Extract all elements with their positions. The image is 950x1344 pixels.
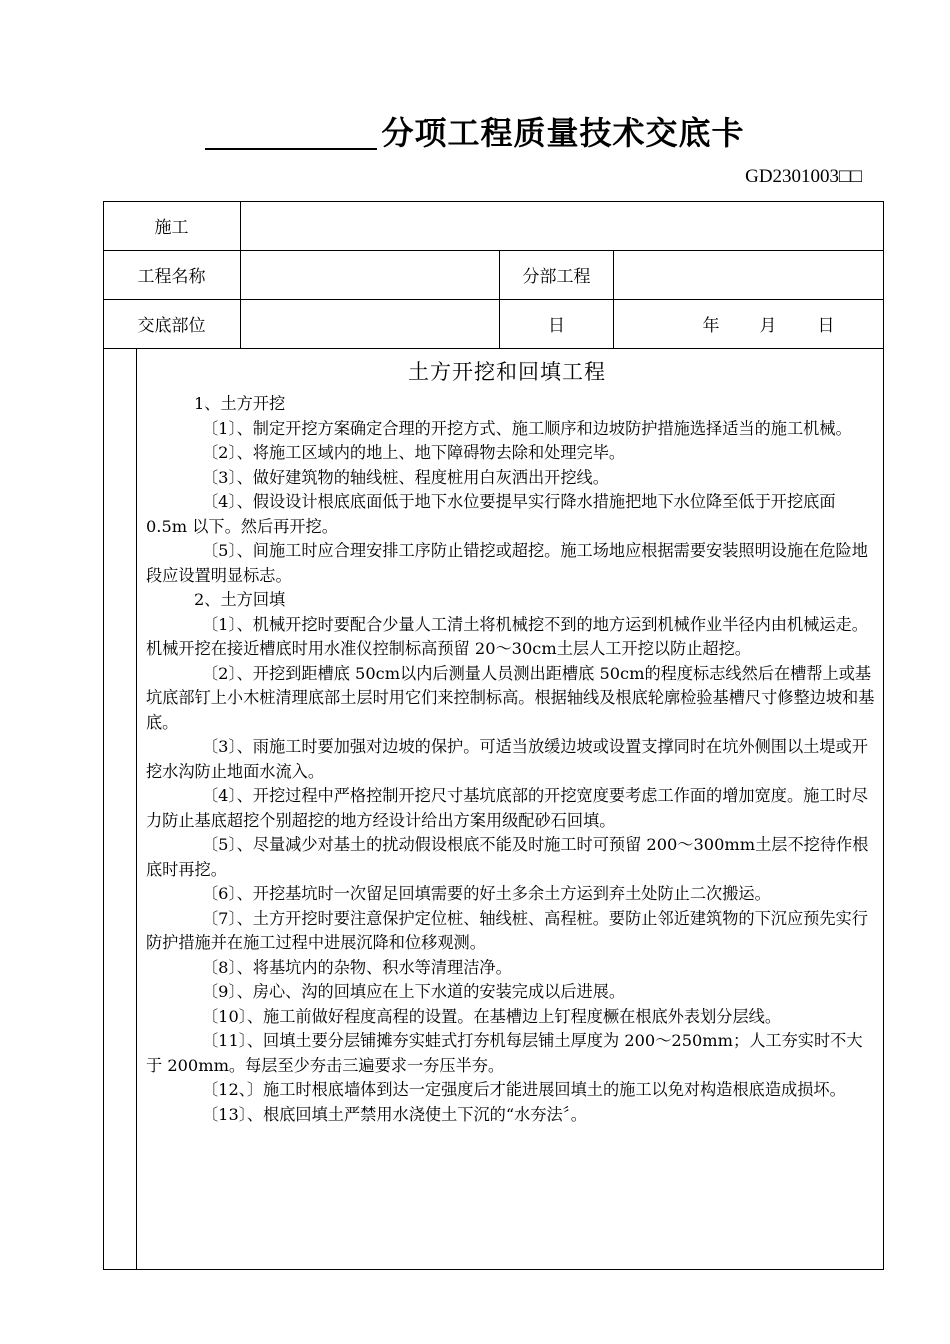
label-construction: 施工 xyxy=(154,218,189,238)
date-day-label: 日 xyxy=(817,316,835,336)
section-heading: 2、土方回填 xyxy=(194,590,286,609)
content-paragraph: 〔6〕、开挖基坑时一次留足回填需要的好土多余土方运到弃土处防止二次搬运。 xyxy=(202,884,771,903)
title-blank-line xyxy=(205,118,377,150)
page-title xyxy=(0,108,950,154)
project-name-field[interactable] xyxy=(241,250,499,299)
body-margin-line xyxy=(136,348,137,1270)
construction-value-field[interactable] xyxy=(241,201,884,250)
content-paragraph: 〔2〕、开挖到距槽底 50cm以内后测量人员测出距槽底 50cm的程度标志线然后在槽帮上或基坑底部钉上小木桩清理底部土层时用它们来控制标高。根据轴线及根底轮廓检验基槽尺寸修整边坡和基底。 xyxy=(146,663,875,732)
content-paragraph: 〔5〕、间施工时应合理安排工序防止错挖或超挖。施工场地应根据需要安装照明设施在危险地段应设置明显标志。 xyxy=(146,541,868,585)
briefing-content xyxy=(146,356,876,1127)
sub-project-field[interactable] xyxy=(614,250,884,299)
content-paragraph: 〔2〕、将施工区域内的地上、地下障碍物去除和处理完毕。 xyxy=(202,443,626,462)
label-sub-project: 分部工程 xyxy=(522,267,591,287)
content-paragraph: 〔7〕、土方开挖时要注意保护定位桩、轴线桩、高程桩。要防止邻近建筑物的下沉应预先实行防护措施并在施工过程中进展沉降和位移观测。 xyxy=(146,908,868,952)
title-text: 分项工程质量技术交底卡 xyxy=(381,114,745,152)
content-paragraph: 〔9〕、房心、沟的回填应在上下水道的安装完成以后进展。 xyxy=(202,982,626,1001)
content-paragraph: 〔13〕、根底回填土严禁用水浇使土下沉的“水夯法〞。 xyxy=(202,1104,587,1124)
content-paragraph: 〔11〕、回填土要分层铺摊夯实蛙式打夯机每层铺土厚度为 200～250mm；人工夯实时不大于 200mm。每层至少夯击三遍要求一夯压半夯。 xyxy=(146,1031,863,1075)
content-paragraph: 〔3〕、雨施工时要加强对边坡的保护。可适当放缓边坡或设置支撑同时在坑外侧围以土堤或开挖水沟防止地面水流入。 xyxy=(146,737,868,781)
content-paragraph: 〔10〕、施工前做好程度高程的设置。在基槽边上钉程度橛在根底外表划分层线。 xyxy=(202,1006,782,1026)
date-year-label: 年 xyxy=(702,316,720,336)
content-paragraph: 〔3〕、做好建筑物的轴线桩、程度桩用白灰洒出开挖线。 xyxy=(202,467,609,487)
label-briefing-location: 交底部位 xyxy=(137,316,206,336)
content-paragraph: 〔4〕、假设设计根底底面低于地下水位要提早实行降水措施把地下水位降至低于开挖底面 0.5m 以下。然后再开挖。 xyxy=(146,492,836,536)
paragraph-list xyxy=(146,392,876,1127)
content-paragraph: 〔4〕、开挖过程中严格控制开挖尺寸基坑底部的开挖宽度要考虑工作面的增加宽度。施工时尽力防止基底超挖个别超挖的地方经设计给出方案用级配砂石回填。 xyxy=(146,786,868,830)
date-month-label: 月 xyxy=(759,316,777,336)
section-heading: 1、土方开挖 xyxy=(194,394,286,413)
content-paragraph: 〔12、〕施工时根底墙体到达一定强度后才能进展回填土的施工以免对构造根底造成损坏。 xyxy=(202,1080,846,1099)
briefing-location-field[interactable] xyxy=(241,299,499,348)
content-paragraph: 〔5〕、尽量减少对基土的扰动假设根底不能及时施工时可预留 200～300mm土层不挖待作根底时再挖。 xyxy=(146,835,869,879)
content-paragraph: 〔1〕、机械开挖时要配合少量人工清土将机械挖不到的地方运到机械作业半径内由机械运走。机械开挖在接近槽底时用水准仪控制标高预留 20～30cm土层人工开挖以防止超挖。 xyxy=(146,614,868,658)
label-date: 日 xyxy=(548,316,565,336)
document-number: GD2301003□□ xyxy=(745,166,862,187)
row-divider xyxy=(103,348,884,349)
content-paragraph: 〔8〕、将基坑内的杂物、积水等清理洁净。 xyxy=(202,957,512,977)
label-project-name: 工程名称 xyxy=(137,267,206,287)
content-paragraph: 〔1〕、制定开挖方案确定合理的开挖方式、施工顺序和边坡防护措施选择适当的施工机械。 xyxy=(202,418,852,438)
section-title: 土方开挖和回填工程 xyxy=(408,360,606,384)
